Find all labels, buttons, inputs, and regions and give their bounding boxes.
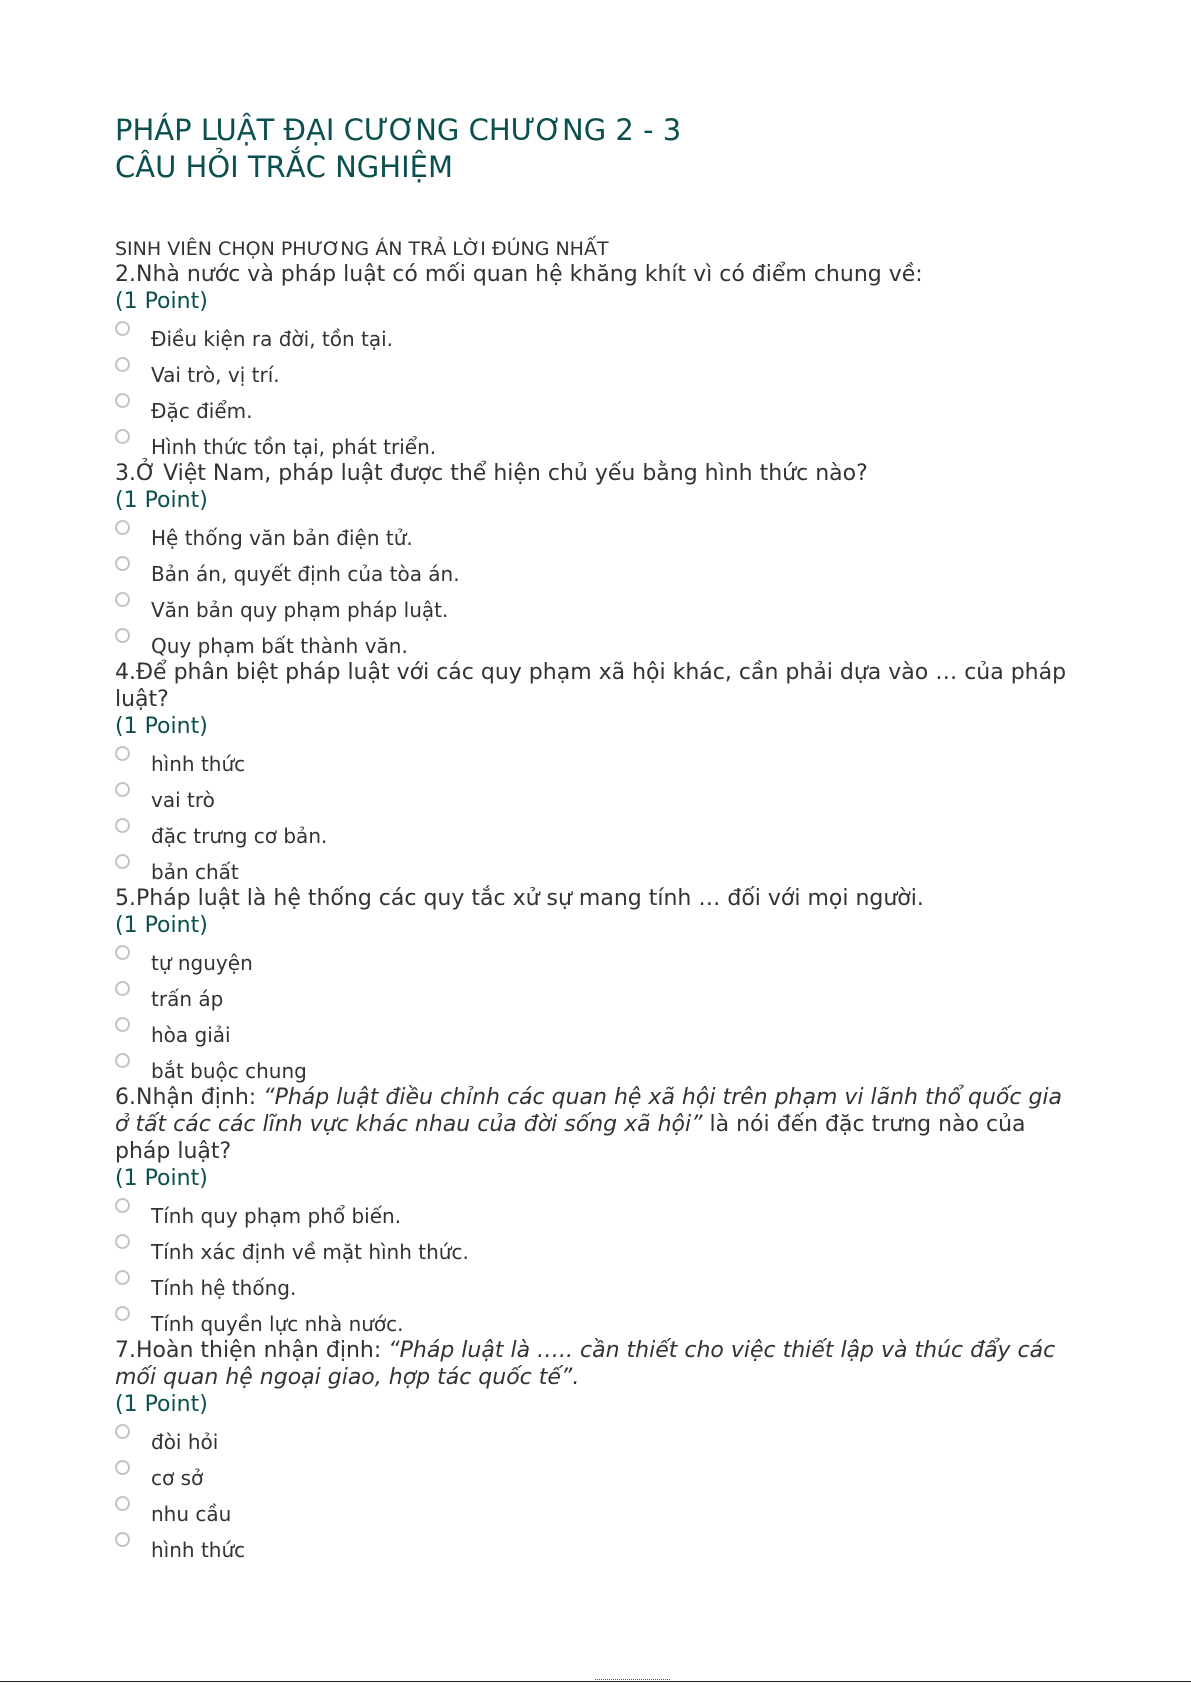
- radio-button[interactable]: [115, 1053, 130, 1068]
- answer-option[interactable]: [115, 1234, 1075, 1270]
- answer-option[interactable]: [115, 746, 1075, 782]
- question-block-2: [115, 261, 1075, 460]
- question-block-6: [115, 1084, 1075, 1337]
- option-label: Đặc điểm.: [151, 399, 253, 423]
- question-block-3: [115, 460, 1075, 659]
- answer-option[interactable]: [115, 981, 1075, 1017]
- radio-button[interactable]: [115, 429, 130, 444]
- title-line-1: PHÁP LUẬT ĐẠI CƯƠNG CHƯƠNG 2 - 3: [115, 113, 682, 147]
- instruction-text: SINH VIÊN CHỌN PHƯƠNG ÁN TRẢ LỜI ĐÚNG NHẤT: [115, 238, 609, 260]
- radio-button[interactable]: [115, 981, 130, 996]
- option-label: Tính xác định về mặt hình thức.: [151, 1240, 469, 1264]
- radio-button[interactable]: [115, 1424, 130, 1439]
- option-label: Quy phạm bất thành văn.: [151, 634, 408, 658]
- option-label: tự nguyện: [151, 951, 253, 975]
- answer-option[interactable]: [115, 854, 1075, 885]
- option-label: Tính quyền lực nhà nước.: [151, 1312, 404, 1336]
- question-block-5: [115, 885, 1075, 1084]
- answer-option[interactable]: [115, 628, 1075, 659]
- option-label: Vai trò, vị trí.: [151, 363, 280, 387]
- option-label: Hệ thống văn bản điện tử.: [151, 526, 413, 550]
- answer-option[interactable]: [115, 357, 1075, 393]
- answer-option[interactable]: [115, 782, 1075, 818]
- question-quote: “Pháp luật là ….. cần thiết cho việc thiết lập và thúc đẩy các mối quan hệ ngoại giao, hợp tác quốc tế”.: [115, 1338, 1056, 1390]
- option-label: đặc trưng cơ bản.: [151, 824, 328, 848]
- question-text: [115, 659, 1075, 713]
- option-label: hòa giải: [151, 1023, 231, 1047]
- answer-option[interactable]: [115, 818, 1075, 854]
- radio-button[interactable]: [115, 854, 130, 869]
- answer-option[interactable]: [115, 1053, 1075, 1084]
- radio-button[interactable]: [115, 357, 130, 372]
- question-prefix: 5.Pháp luật là hệ thống các quy tắc xử sự mang tính … đối với mọi người.: [115, 886, 924, 911]
- option-label: bắt buộc chung: [151, 1059, 307, 1083]
- radio-button[interactable]: [115, 556, 130, 571]
- question-text: [115, 460, 1075, 487]
- quiz-document: [115, 112, 1075, 1563]
- answer-option[interactable]: [115, 520, 1075, 556]
- radio-button[interactable]: [115, 1306, 130, 1321]
- option-label: Tính hệ thống.: [151, 1276, 297, 1300]
- question-list: [115, 261, 1075, 1563]
- question-prefix: 6.Nhận định:: [115, 1085, 264, 1110]
- question-block-4: [115, 659, 1075, 885]
- radio-button[interactable]: [115, 746, 130, 761]
- answer-option[interactable]: [115, 945, 1075, 981]
- option-label: nhu cầu: [151, 1502, 232, 1526]
- radio-button[interactable]: [115, 1234, 130, 1249]
- option-label: bản chất: [151, 860, 239, 884]
- radio-button[interactable]: [115, 1496, 130, 1511]
- answer-option[interactable]: [115, 429, 1075, 460]
- question-prefix: 3.Ở Việt Nam, pháp luật được thể hiện chủ yếu bằng hình thức nào?: [115, 461, 868, 486]
- option-list: [115, 1424, 1075, 1563]
- radio-button[interactable]: [115, 1270, 130, 1285]
- answer-option[interactable]: [115, 1270, 1075, 1306]
- option-label: hình thức: [151, 752, 246, 776]
- option-list: [115, 520, 1075, 659]
- option-label: Điều kiện ra đời, tồn tại.: [151, 327, 394, 351]
- answer-option[interactable]: [115, 1532, 1075, 1563]
- radio-button[interactable]: [115, 782, 130, 797]
- radio-button[interactable]: [115, 393, 130, 408]
- question-text: [115, 1084, 1075, 1165]
- option-label: Tính quy phạm phổ biến.: [151, 1204, 402, 1228]
- radio-button[interactable]: [115, 1460, 130, 1475]
- option-label: Văn bản quy phạm pháp luật.: [151, 598, 449, 622]
- option-label: Hình thức tồn tại, phát triển.: [151, 435, 437, 459]
- answer-option[interactable]: [115, 1017, 1075, 1053]
- option-list: [115, 945, 1075, 1084]
- page-bottom-rule-dotted: [595, 1679, 670, 1682]
- answer-option[interactable]: [115, 556, 1075, 592]
- question-prefix: 2.Nhà nước và pháp luật có mối quan hệ khăng khít vì có điểm chung về:: [115, 262, 923, 287]
- radio-button[interactable]: [115, 1017, 130, 1032]
- option-list: [115, 746, 1075, 885]
- question-prefix: 7.Hoàn thiện nhận định:: [115, 1338, 389, 1363]
- question-quote: “Pháp luật điều chỉnh các quan hệ xã hội trên phạm vi lãnh thổ quốc gia ở tất các các lĩnh vực khác nhau của đời sống xã hội”: [115, 1085, 1063, 1137]
- option-label: Bản án, quyết định của tòa án.: [151, 562, 460, 586]
- radio-button[interactable]: [115, 592, 130, 607]
- question-points: (1 Point): [115, 714, 208, 739]
- radio-button[interactable]: [115, 945, 130, 960]
- option-list: [115, 321, 1075, 460]
- question-prefix: 4.Để phân biệt pháp luật với các quy phạm xã hội khác, cần phải dựa vào … của pháp luật?: [115, 660, 1067, 712]
- document-title: [115, 112, 1075, 186]
- question-points: (1 Point): [115, 1392, 208, 1417]
- question-points: (1 Point): [115, 488, 208, 513]
- answer-option[interactable]: [115, 321, 1075, 357]
- option-label: hình thức: [151, 1538, 246, 1562]
- title-line-2: CÂU HỎI TRẮC NGHIỆM: [115, 150, 453, 184]
- answer-option[interactable]: [115, 1496, 1075, 1532]
- answer-option[interactable]: [115, 1198, 1075, 1234]
- answer-option[interactable]: [115, 1306, 1075, 1337]
- question-text: [115, 1337, 1075, 1391]
- answer-option[interactable]: [115, 1460, 1075, 1496]
- option-label: đòi hỏi: [151, 1430, 219, 1454]
- option-label: trấn áp: [151, 987, 224, 1011]
- radio-button[interactable]: [115, 1198, 130, 1213]
- radio-button[interactable]: [115, 321, 130, 336]
- question-points: (1 Point): [115, 289, 208, 314]
- question-block-7: [115, 1337, 1075, 1563]
- radio-button[interactable]: [115, 520, 130, 535]
- radio-button[interactable]: [115, 818, 130, 833]
- option-list: [115, 1198, 1075, 1337]
- question-text: [115, 885, 1075, 912]
- option-label: vai trò: [151, 788, 215, 812]
- radio-button[interactable]: [115, 628, 130, 643]
- question-points: (1 Point): [115, 1166, 208, 1191]
- answer-option[interactable]: [115, 393, 1075, 429]
- question-points: (1 Point): [115, 913, 208, 938]
- question-suffix: là nói đến đặc trưng nào của pháp luật?: [115, 1112, 1026, 1164]
- answer-option[interactable]: [115, 592, 1075, 628]
- radio-button[interactable]: [115, 1532, 130, 1547]
- question-text: [115, 261, 1075, 288]
- option-label: cơ sở: [151, 1466, 204, 1490]
- answer-option[interactable]: [115, 1424, 1075, 1460]
